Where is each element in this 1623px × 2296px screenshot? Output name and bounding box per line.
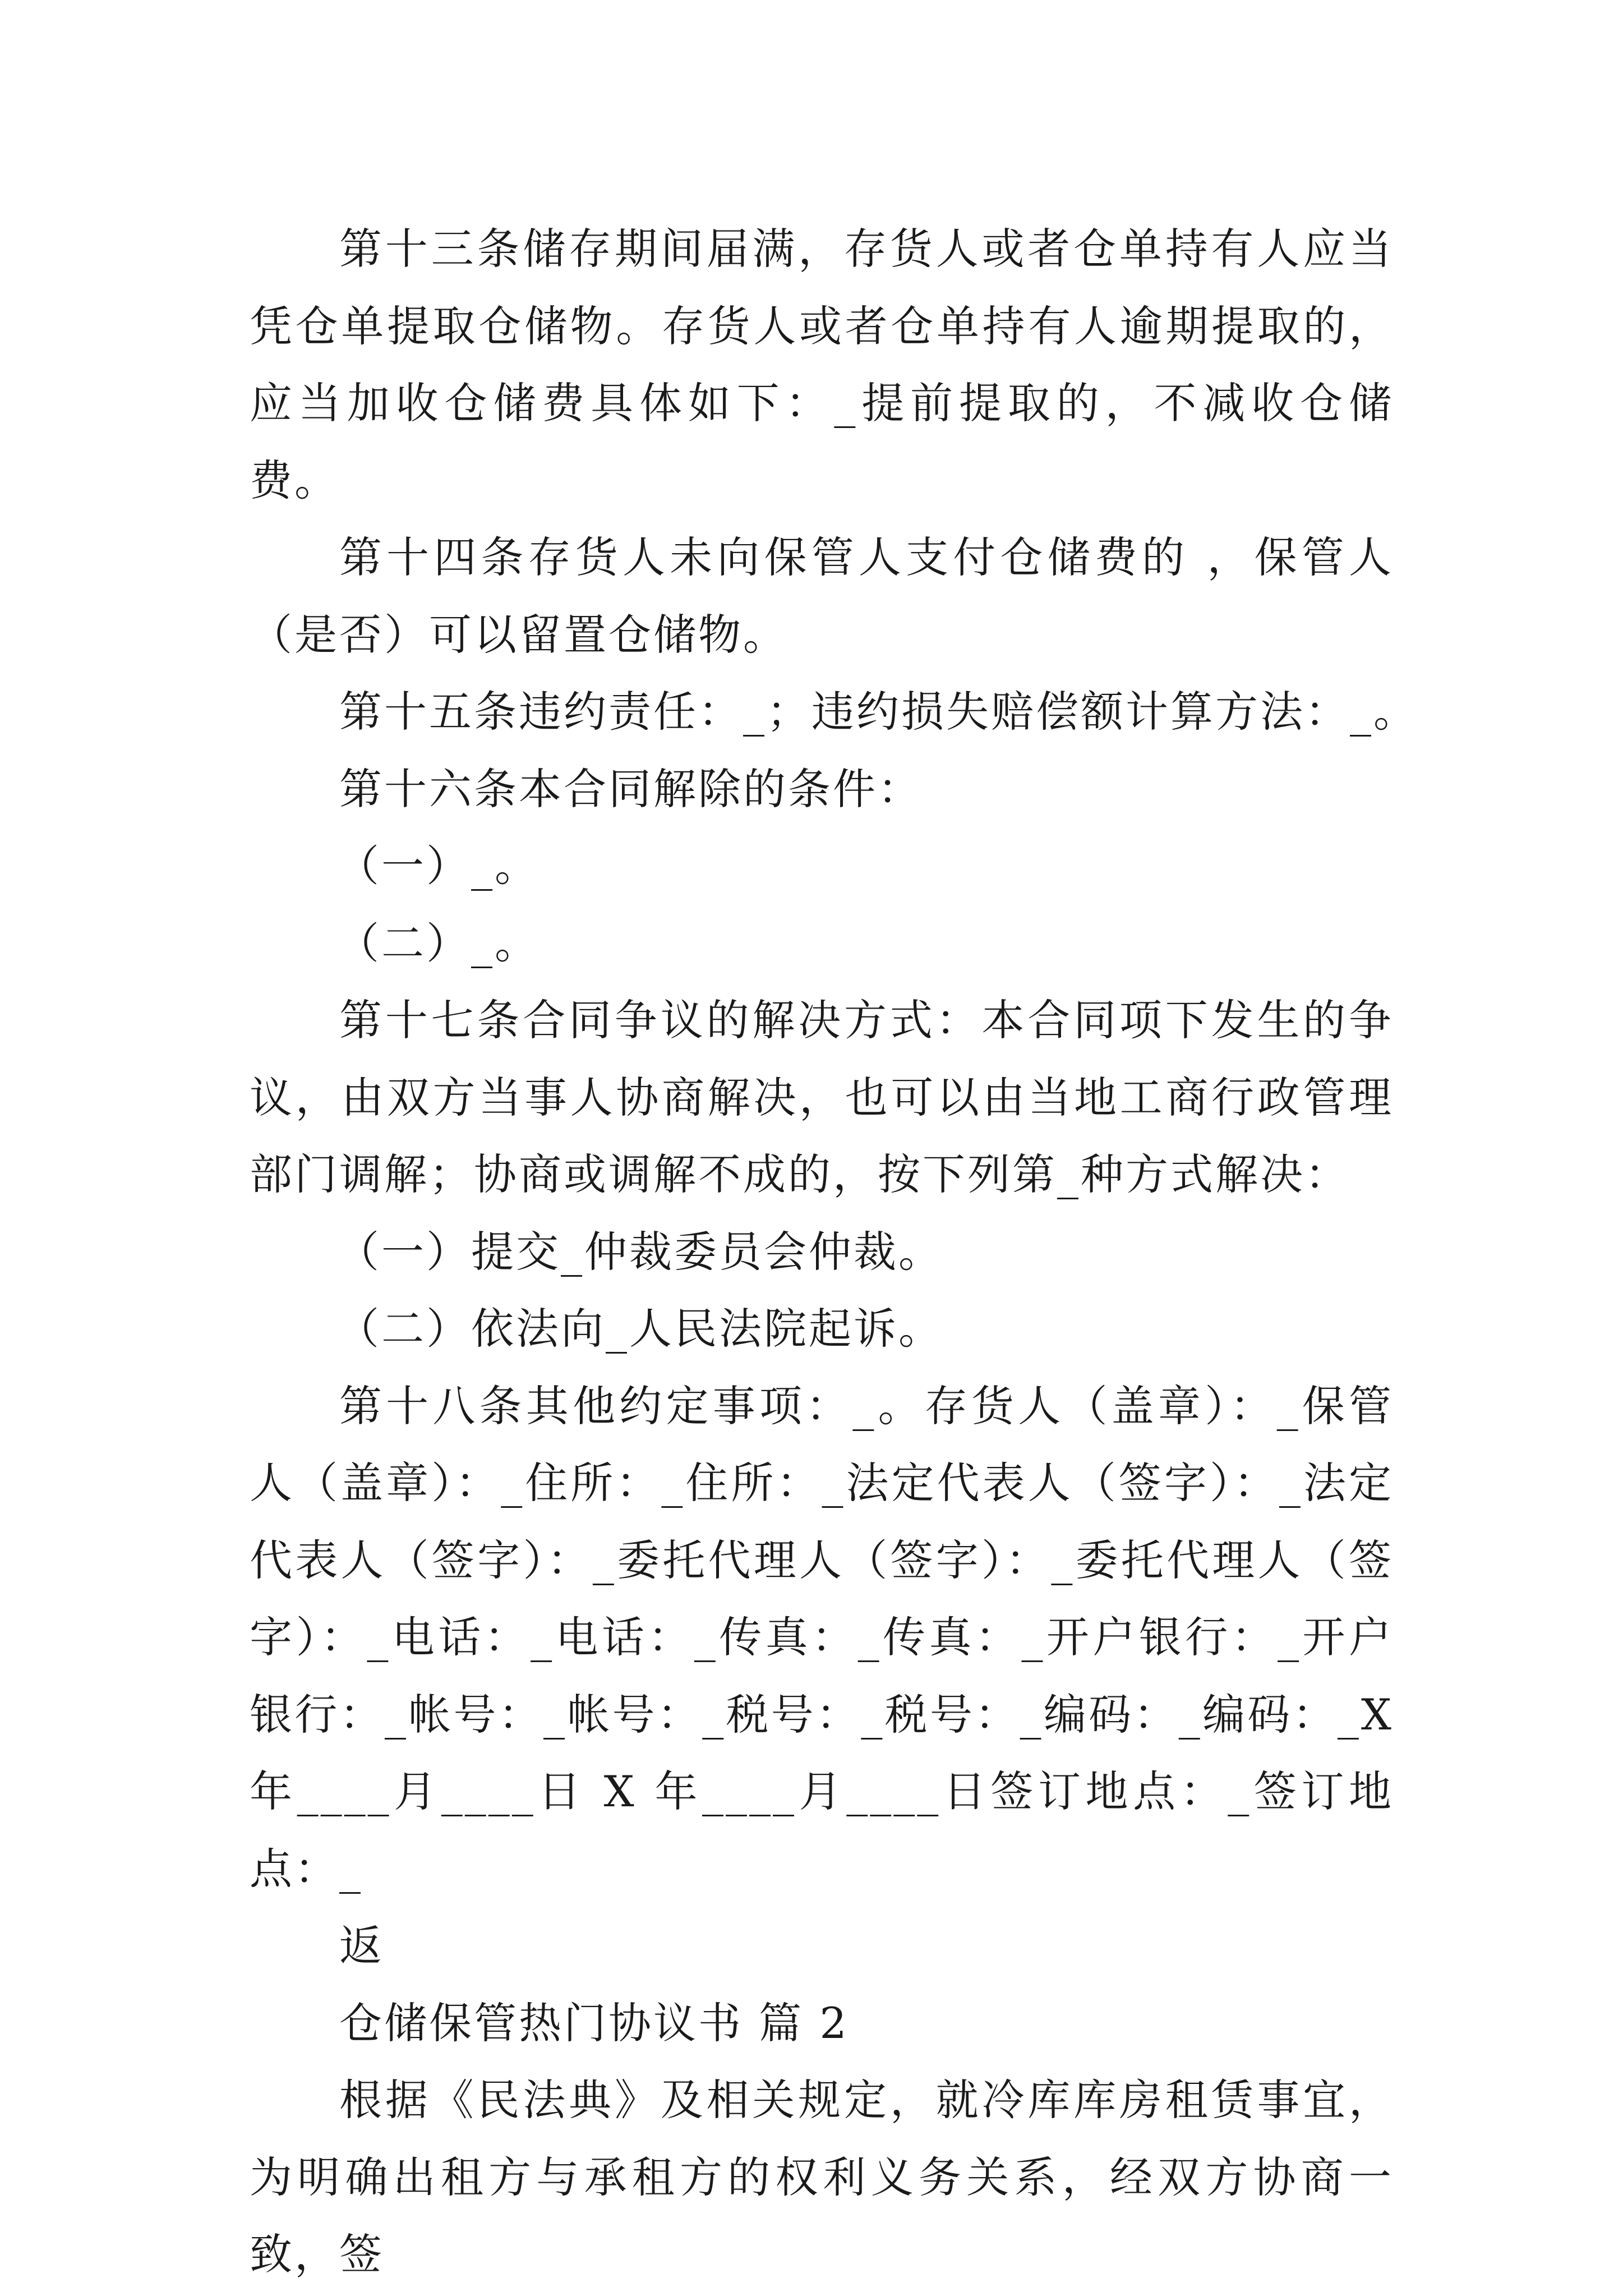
- document-body: [250, 210, 1418, 2293]
- section-title: 仓储保管热门协议书 篇 2: [339, 1998, 849, 2048]
- article-16-item-1: （一）_。: [336, 841, 540, 891]
- article-14: 第十四条存货人未向保管人支付仓储费的 ，保管人（是否）可以留置仓储物。: [250, 532, 1394, 660]
- article-15: 第十五条违约责任：_；违约损失赔偿额计算方法：_。: [339, 687, 1418, 737]
- article-13: 第十三条储存期间届满，存货人或者仓单持有人应当凭仓单提取仓储物。存货人或者仓单持有人逾期提取的，应当加收仓储费具体如下：_提前提取的，不减收仓储费。: [250, 224, 1394, 505]
- article-18: 第十八条其他约定事项：_。存货人（盖章）：_保管人（盖章）：_住所：_住所：_法定代表人（签字）：_法定代表人（签字）：_委托代理人（签字）：_委托代理人（签字）：_电话：_电话：_传真：_传真：_开户银行：_开户银行：_帐号：_帐号：_税号：_税号：_编码：_编码：_X 年____月____日 X 年____月____日签订地点：_签订地点：_: [250, 1381, 1394, 1894]
- article-17-item-2: （二）依法向_人民法院起诉。: [336, 1304, 943, 1354]
- return-link[interactable]: 返: [339, 1921, 384, 1971]
- section-2-intro: 根据《民法典》及相关规定，就冷库库房租赁事宜，为明确出租方与承租方的权利义务关系，经双方协商一致，签: [250, 2075, 1394, 2279]
- article-17-item-1: （一）提交_仲裁委员会仲裁。: [336, 1226, 943, 1277]
- article-16-item-2: （二）_。: [336, 918, 540, 968]
- article-17: 第十七条合同争议的解决方式：本合同项下发生的争议，由双方当事人协商解决，也可以由当地工商行政管理部门调解；协商或调解不成的，按下列第_种方式解决：: [250, 995, 1394, 1199]
- article-16: 第十六条本合同解除的条件：: [339, 763, 923, 814]
